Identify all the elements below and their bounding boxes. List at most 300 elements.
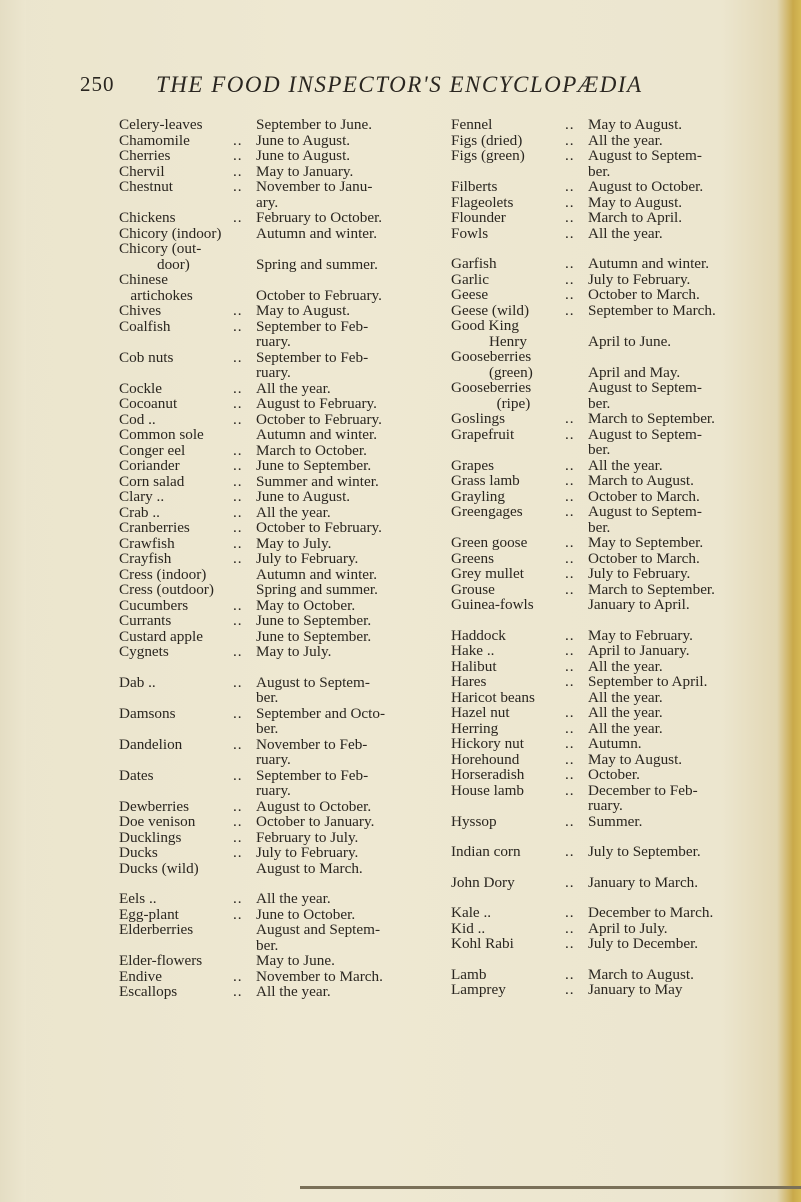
leader-dots: .. <box>233 797 243 815</box>
food-entry <box>119 133 449 149</box>
page-gutter <box>0 0 26 1202</box>
food-name: Coriander <box>119 457 180 474</box>
letter-group-gap <box>451 952 781 967</box>
season-text: September to June. <box>256 116 372 133</box>
food-name: Cherries <box>119 147 171 164</box>
food-name: Dandelion <box>119 735 183 753</box>
season-text: July to February. <box>588 565 691 582</box>
leader-dots: .. <box>233 503 243 521</box>
season-text: May to August. <box>588 750 683 768</box>
food-name: Hares <box>451 673 487 690</box>
leader-dots: .. <box>565 919 575 937</box>
leader-dots: .. <box>565 456 575 474</box>
food-name: Egg-plant <box>119 905 179 923</box>
food-name: Cob nuts <box>119 348 174 366</box>
season-text: October to January. <box>256 813 375 830</box>
leader-dots: .. <box>233 348 243 366</box>
food-name: Doe venison <box>119 813 196 830</box>
leader-dots: .. <box>565 534 575 551</box>
season-text: June to October. <box>256 905 356 923</box>
season-text: March to October. <box>256 441 367 459</box>
leader-dots: .. <box>233 612 243 629</box>
season-text: Autumn and winter. <box>256 426 378 443</box>
leader-dots: .. <box>233 983 243 1000</box>
right-column <box>451 117 781 998</box>
leader-dots: .. <box>233 844 243 861</box>
food-entry <box>119 179 449 210</box>
food-entry <box>119 303 449 319</box>
food-name: Indian corn <box>451 843 521 860</box>
food-entry <box>451 458 781 474</box>
food-name: Grayling <box>451 487 505 505</box>
season-text: All the year. <box>588 704 663 721</box>
season-text: October to February. <box>256 410 382 428</box>
season-text: May to June. <box>256 952 335 969</box>
season-text: October to March. <box>588 286 700 303</box>
leader-dots: .. <box>233 596 243 614</box>
leader-dots: .. <box>233 131 243 149</box>
leader-dots: .. <box>233 410 243 428</box>
food-name: Gooseberries (ripe) <box>451 379 532 412</box>
food-entry <box>451 936 781 952</box>
season-text: February to October. <box>256 209 383 226</box>
food-name: Grey mullet <box>451 565 524 582</box>
food-name: Crayfish <box>119 550 172 567</box>
food-name: Filberts <box>451 178 498 195</box>
leader-dots: .. <box>233 441 243 459</box>
food-name: Garlic <box>451 270 489 288</box>
food-entry <box>451 195 781 211</box>
food-entry <box>451 752 781 768</box>
food-entry <box>119 458 449 474</box>
food-name: Elder-flowers <box>119 952 203 969</box>
season-text: June to August. <box>256 488 351 505</box>
leader-dots: .. <box>233 766 243 784</box>
leader-dots: .. <box>233 905 243 923</box>
food-name: Ducks <box>119 844 158 861</box>
season-text: August to October. <box>256 797 372 815</box>
food-name: Green goose <box>451 534 528 551</box>
letter-group-gap <box>451 890 781 905</box>
food-name: Cocoanut <box>119 395 178 412</box>
leader-dots: .. <box>233 209 243 226</box>
season-text: May to August. <box>588 116 683 133</box>
leader-dots: .. <box>233 302 243 319</box>
food-name: Clary .. <box>119 488 165 505</box>
food-name: Hake .. <box>451 642 495 659</box>
leader-dots: .. <box>233 534 243 552</box>
leader-dots: .. <box>565 549 575 567</box>
food-name: Hyssop <box>451 812 497 830</box>
food-name: Cockle <box>119 379 163 397</box>
leader-dots: .. <box>233 395 243 412</box>
season-text: May to January. <box>256 162 354 180</box>
leader-dots: .. <box>565 487 575 505</box>
food-entry <box>451 690 781 706</box>
food-entry <box>451 736 781 752</box>
food-entry <box>451 303 781 319</box>
food-name: Celery-leaves <box>119 116 203 133</box>
food-entry <box>451 256 781 272</box>
season-text: April to January. <box>588 642 690 659</box>
food-entry <box>119 768 449 799</box>
food-name: Damsons <box>119 704 176 722</box>
season-text: July to September. <box>588 843 701 860</box>
food-entry <box>119 226 449 242</box>
food-name: Cod .. <box>119 410 156 428</box>
leader-dots: .. <box>565 193 575 211</box>
leader-dots: .. <box>233 317 243 335</box>
leader-dots: .. <box>233 147 243 164</box>
food-name: Horseradish <box>451 766 525 783</box>
food-name: Ducklings <box>119 828 182 846</box>
season-text: June to August. <box>256 147 351 164</box>
season-text: June to September. <box>256 612 372 629</box>
leader-dots: .. <box>565 255 575 272</box>
season-text: August to Septem- ber. <box>256 673 370 706</box>
food-entry <box>119 412 449 428</box>
food-entry <box>119 953 449 969</box>
food-name: Grouse <box>451 580 495 598</box>
leader-dots: .. <box>233 813 243 830</box>
food-entry <box>119 830 449 846</box>
food-name: Horehound <box>451 750 520 768</box>
food-entry <box>119 381 449 397</box>
food-entry <box>119 489 449 505</box>
season-text: March to August. <box>588 472 694 489</box>
food-entry <box>119 148 449 164</box>
food-name: Chives <box>119 302 162 319</box>
food-entry <box>451 380 781 411</box>
food-entry <box>451 582 781 598</box>
food-name: Greens <box>451 549 495 567</box>
food-name: Chickens <box>119 209 176 226</box>
food-name: Dewberries <box>119 797 189 815</box>
leader-dots: .. <box>565 935 575 952</box>
season-text: All the year. <box>588 688 663 706</box>
food-name: Geese <box>451 286 489 303</box>
leader-dots: .. <box>233 735 243 753</box>
season-text: September to Feb- ruary. <box>256 348 369 381</box>
leader-dots: .. <box>565 224 575 242</box>
leader-dots: .. <box>565 209 575 226</box>
food-name: Chervil <box>119 162 165 180</box>
season-text: January to March. <box>588 873 699 891</box>
letter-group-gap <box>119 660 449 675</box>
leader-dots: .. <box>233 472 243 490</box>
leader-dots: .. <box>565 503 575 520</box>
food-entry <box>451 767 781 783</box>
leader-dots: .. <box>233 178 243 195</box>
season-text: September and Octo- ber. <box>256 704 386 737</box>
season-text: All the year. <box>256 503 331 521</box>
food-entry <box>451 318 781 349</box>
season-text: Autumn and winter. <box>588 255 710 272</box>
food-entry <box>119 474 449 490</box>
season-text: All the year. <box>256 379 331 397</box>
season-text: All the year. <box>588 224 663 242</box>
food-entry <box>451 875 781 891</box>
season-text: All the year. <box>256 890 331 907</box>
food-entry <box>119 907 449 923</box>
leader-dots: .. <box>565 704 575 721</box>
food-entry <box>451 597 781 613</box>
food-name: Flageolets <box>451 193 514 211</box>
leader-dots: .. <box>565 286 575 303</box>
food-name: Lamprey <box>451 981 506 998</box>
leader-dots: .. <box>565 843 575 860</box>
food-entry <box>451 473 781 489</box>
food-entry <box>119 984 449 1000</box>
season-text: August and Septem- ber. <box>256 921 381 954</box>
food-entry <box>119 536 449 552</box>
season-text: August to Septem- ber. <box>588 425 702 458</box>
season-text: May to August. <box>256 302 351 319</box>
season-text: June to September. <box>256 457 372 474</box>
letter-group-gap <box>119 876 449 891</box>
food-entry <box>451 844 781 860</box>
leader-dots: .. <box>233 550 243 567</box>
leader-dots: .. <box>565 472 575 489</box>
leader-dots: .. <box>565 178 575 195</box>
food-entry <box>451 179 781 195</box>
food-entry <box>119 582 449 598</box>
food-entry <box>119 210 449 226</box>
leader-dots: .. <box>565 565 575 582</box>
food-entry <box>451 349 781 380</box>
food-entry <box>119 505 449 521</box>
letter-group-gap <box>451 613 781 628</box>
leader-dots: .. <box>565 131 575 149</box>
food-name: Cress (indoor) <box>119 565 207 583</box>
food-name: Herring <box>451 719 499 737</box>
season-text: April to June. <box>588 332 672 350</box>
season-text: May to July. <box>256 643 332 660</box>
season-text: Summer. <box>588 812 643 830</box>
food-entry <box>451 226 781 242</box>
food-entry <box>119 241 449 272</box>
food-name: Common sole <box>119 426 204 443</box>
leader-dots: .. <box>233 488 243 505</box>
food-name: Corn salad <box>119 472 185 490</box>
season-text: March to September. <box>588 410 715 427</box>
food-name: Goslings <box>451 410 506 427</box>
food-name: Grapefruit <box>451 425 515 443</box>
leader-dots: .. <box>233 519 243 536</box>
food-name: Greengages <box>451 503 523 520</box>
food-name: Dates <box>119 766 154 784</box>
food-entry <box>451 566 781 582</box>
season-text: July to February. <box>256 844 359 861</box>
food-name: Chicory (indoor) <box>119 224 222 242</box>
food-entry <box>119 613 449 629</box>
leader-dots: .. <box>233 162 243 180</box>
season-text: August to Septem- ber. <box>588 147 702 180</box>
season-text: Autumn and winter. <box>256 224 378 242</box>
leader-dots: .. <box>565 673 575 690</box>
leader-dots: .. <box>233 457 243 474</box>
food-entry <box>119 164 449 180</box>
leader-dots: .. <box>233 967 243 985</box>
leader-dots: .. <box>565 626 575 644</box>
leader-dots: .. <box>565 904 575 921</box>
leader-dots: .. <box>233 643 243 660</box>
food-name: Cranberries <box>119 519 190 536</box>
food-name: Fowls <box>451 224 489 242</box>
food-entry <box>451 210 781 226</box>
season-text: October to February. <box>256 519 382 536</box>
food-entry <box>451 551 781 567</box>
season-text: August to Septem- ber. <box>588 503 702 536</box>
food-entry <box>119 675 449 706</box>
food-name: House lamb <box>451 781 524 799</box>
food-entry <box>119 396 449 412</box>
leader-dots: .. <box>565 750 575 768</box>
letter-group-gap <box>451 860 781 875</box>
season-text: September to Feb- ruary. <box>256 317 369 350</box>
food-entry <box>119 644 449 660</box>
food-name: Kohl Rabi <box>451 935 514 952</box>
food-name: Dab .. <box>119 673 156 691</box>
season-text: Autumn. <box>588 735 642 752</box>
season-text: Spring and summer. <box>256 255 378 273</box>
season-text: July to December. <box>588 935 699 952</box>
season-text: July to February. <box>256 550 359 567</box>
season-text: November to March. <box>256 967 383 985</box>
leader-dots: .. <box>565 981 575 998</box>
food-entry <box>119 319 449 350</box>
food-entry <box>451 628 781 644</box>
food-name: Crab .. <box>119 503 160 521</box>
running-header <box>80 72 780 102</box>
food-name: Geese (wild) <box>451 301 530 319</box>
food-entry <box>119 427 449 443</box>
food-entry <box>119 799 449 815</box>
season-text: January to April. <box>588 596 690 613</box>
food-entry <box>451 133 781 149</box>
leader-dots: .. <box>565 116 575 133</box>
season-text: February to July. <box>256 828 359 846</box>
food-name: Kid .. <box>451 919 486 937</box>
food-name: Chamomile <box>119 131 190 149</box>
letter-group-gap <box>451 241 781 256</box>
season-text: Spring and summer. <box>256 581 378 598</box>
food-entry <box>119 814 449 830</box>
leader-dots: .. <box>233 673 243 691</box>
food-name: Good King Henry <box>451 317 527 350</box>
season-text: April to July. <box>588 919 668 937</box>
food-entry <box>451 117 781 133</box>
leader-dots: .. <box>565 301 575 319</box>
season-text: August to March. <box>256 859 363 877</box>
food-name: Garfish <box>451 255 497 272</box>
food-entry <box>451 427 781 458</box>
food-entry <box>119 629 449 645</box>
food-entry <box>451 705 781 721</box>
food-name: Chestnut <box>119 178 174 195</box>
food-entry <box>451 287 781 303</box>
running-title: THE FOOD INSPECTOR'S ENCYCLOPÆDIA <box>156 72 643 97</box>
leader-dots: .. <box>565 410 575 427</box>
food-entry <box>119 922 449 953</box>
food-name: Conger eel <box>119 441 186 459</box>
season-text: April and May. <box>588 363 681 381</box>
food-entry <box>119 845 449 861</box>
food-entry <box>119 272 449 303</box>
food-entry <box>119 117 449 133</box>
season-text: December to March. <box>588 904 714 921</box>
food-name: Haricot beans <box>451 688 535 706</box>
food-name: Currants <box>119 612 172 629</box>
food-entry <box>119 737 449 768</box>
letter-group-gap <box>451 829 781 844</box>
food-entry <box>451 489 781 505</box>
food-name: Eels .. <box>119 890 157 907</box>
food-name: Gooseberries (green) <box>451 348 533 381</box>
food-name: Escallops <box>119 983 178 1000</box>
food-name: Coalfish <box>119 317 171 335</box>
season-text: All the year. <box>588 131 663 149</box>
season-text: November to Janu- ary. <box>256 178 373 211</box>
food-entry <box>119 598 449 614</box>
food-entry <box>119 567 449 583</box>
season-text: July to February. <box>588 270 691 288</box>
food-name: Chicory (out- door) <box>119 240 202 273</box>
food-name: Flounder <box>451 209 506 226</box>
left-column <box>119 117 449 1000</box>
leader-dots: .. <box>565 873 575 891</box>
food-name: Cygnets <box>119 643 169 660</box>
food-name: Halibut <box>451 657 497 675</box>
food-name: Kale .. <box>451 904 492 921</box>
food-entry <box>451 643 781 659</box>
food-entry <box>451 148 781 179</box>
season-text: May to October. <box>256 596 356 614</box>
food-entry <box>451 982 781 998</box>
season-text: August to February. <box>256 395 377 412</box>
season-text: October. <box>588 766 640 783</box>
leader-dots: .. <box>565 657 575 675</box>
food-name: Fennel <box>451 116 493 133</box>
leader-dots: .. <box>233 890 243 907</box>
leader-dots: .. <box>233 704 243 722</box>
food-entry <box>119 350 449 381</box>
season-text: May to September. <box>588 534 704 551</box>
leader-dots: .. <box>565 735 575 752</box>
leader-dots: .. <box>565 642 575 659</box>
food-name: Crawfish <box>119 534 175 552</box>
food-name: Grass lamb <box>451 472 520 489</box>
season-text: January to May <box>588 981 683 998</box>
season-text: June to August. <box>256 131 351 149</box>
season-text: All the year. <box>588 456 663 474</box>
leader-dots: .. <box>565 580 575 598</box>
leader-dots: .. <box>233 828 243 846</box>
leader-dots: .. <box>565 425 575 443</box>
season-text: December to Feb- ruary. <box>588 781 698 814</box>
food-name: Elderberries <box>119 921 194 938</box>
food-entry <box>119 443 449 459</box>
food-entry <box>451 535 781 551</box>
leader-dots: .. <box>565 719 575 737</box>
season-text: June to September. <box>256 627 372 645</box>
leader-dots: .. <box>233 379 243 397</box>
food-entry <box>451 674 781 690</box>
food-entry <box>451 659 781 675</box>
leader-dots: .. <box>565 781 575 799</box>
season-text: March to September. <box>588 580 715 598</box>
bottom-edge-shadow <box>300 1186 801 1189</box>
